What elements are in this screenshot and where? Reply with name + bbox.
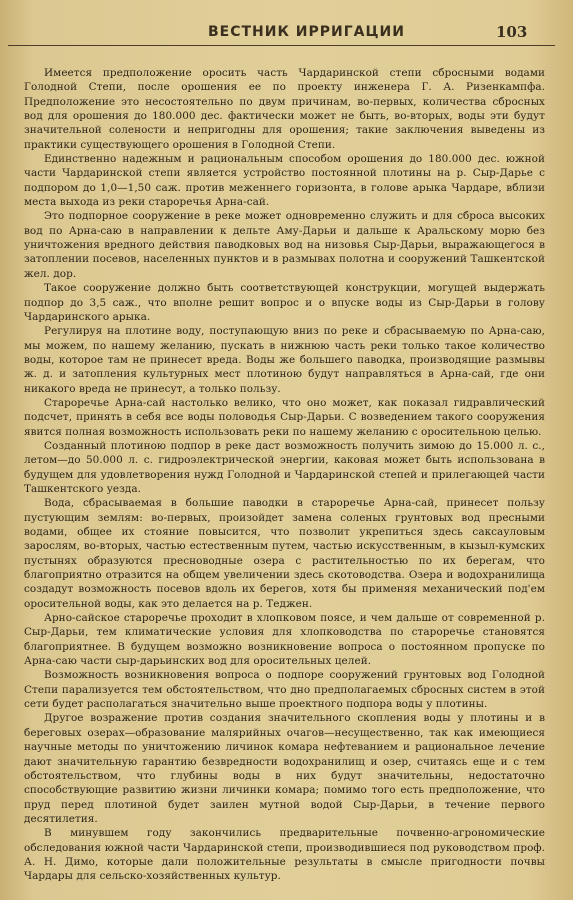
article-body — [24, 66, 545, 896]
header-rule — [8, 45, 555, 46]
page-number: 103 — [496, 23, 528, 41]
paragraph: Это подпорное сооружение в реке может одновременно служить и для сброса высоких вод по Арна-саю в направлении к дельте Аму-Дарьи и дальше к Аральскому морю без уничтожения вредного действия паводковых вод на низовья Сыр-Дарьи, выражающегося в затоплении посевов, населенных пунктов и в размывах полотна и сооружений Ташкентской жел. дор. — [24, 210, 545, 280]
paragraph: Возможность возникновения вопроса о подпоре сооружений грунтовых вод Голодной Степи парализуется тем обстоятельством, что дно предполагаемых сбросных систем в этой сети будет располагаться значительно выше проектного подпора воды у плотины. — [24, 669, 545, 711]
paragraph: В минувшем году закончились предварительные почвенно-агрономические обследования южной части Чардаринской степи, производившиеся под руководством проф. А. Н. Димо, которые дали положительные результаты в смысле пригодности почвы Чардары для сельско-хозяйственных культур. — [24, 827, 545, 883]
page-header — [0, 20, 573, 46]
running-title: ВЕСТНИК ИРРИГАЦИИ — [208, 24, 405, 40]
paragraph: Другое возражение против создания значительного скопления воды у плотины и в береговых озерах—образование малярийных очагов—несущественно, так как имеющиеся научные методы по уничтожению личинок комара нефтеванием и рациональное лечение дают значительную гарантию безвредности водохранилищ и озер, считаясь еще и с тем обстоятельством, что глубины воды в них будут значительны, недостаточно способствующие развитию жизни личинки комара; помимо того есть предположение, что пруд перед плотиной будет заилен мутной водой Сыр-Дарьи, в течение первого десятилетия. — [24, 712, 545, 825]
paragraph: Вода, сбрасываемая в большие паводки в староречье Арна-сай, принесет пользу пустующим землям: во-первых, произойдет замена соленых грунтовых вод пресными водами, общее их стояние повысится, что позволит укрепиться здесь саксауловым зарослям, во-вторых, частью естественным путем, частью искусственным, в кызыл-кумских пустынях образуются пресноводные озера с растительностью по их берегам, что благоприятно отразится на общем увеличении здесь скотоводства. Озера и водохранилища создадут возможность посевов вдоль их берегов, хотя бы применяя механический под'ем оросительной воды, как это делается на р. Теджен. — [24, 497, 545, 610]
paragraph: Имеется предположение оросить часть Чардаринской степи сбросными водами Голодной Степи, после орошения ее по проекту инженера Г. А. Ризенкампфа. Предположение это несостоятельно по двум причинам, во-первых, количества сбросных вод для орошения до 180.000 дес. фактически может не быть, во-вторых, воды эти будут значительной солености и непригодны для орошения; такие заключения выведены из практики существующего орошения в Голодной Степи. — [24, 67, 545, 151]
paragraph: Созданный плотиною подпор в реке даст возможность получить зимою до 15.000 л. с., летом—до 50.000 л. с. гидроэлектрической энергии, каковая может быть использована в будущем для удовлетворения нужд Голодной и Чардаринской степей и прилегающей части Ташкентского уезда. — [24, 439, 545, 495]
paragraph: Единственно надежным и рациональным способом орошения до 180.000 дес. южной части Чардаринской степи является устройство постоянной плотины на р. Сыр-Дарье с подпором до 1,0—1,50 саж. против меженнего горизонта, в голове арыка Чардаре, вблизи места выхода из реки староречья Арна-сай. — [24, 153, 545, 209]
paragraph: Такое сооружение должно быть соответствующей конструкции, могущей выдержать подпор до 3,5 саж., что вполне решит вопрос и о впуске воды из Сыр-Дарьи в голову Чардаринского арыка. — [24, 282, 545, 323]
paragraph: Арно-сайское староречье проходит в хлопковом поясе, и чем дальше от современной р. Сыр-Дарьи, тем климатические условия для хлопководства по староречье становятся благоприятнее. В будущем возможно возникновение вопроса о постоянном пропуске по Арна-саю части сыр-дарьинских вод для оросительных целей. — [24, 612, 545, 668]
paragraph: Регулируя на плотине воду, поступающую вниз по реке и сбрасываемую по Арна-саю, мы можем, по нашему желанию, пускать в нижнюю часть реки только такое количество воды, которое там не принесет вреда. Воды же большего паводка, производящие размывы ж. д. и затопления культурных мест плотиною будут направляться в Арна-сай, где они никакого вреда не принесут, а только пользу. — [24, 325, 545, 395]
paragraph: Староречье Арна-сай настолько велико, что оно может, как показал гидравлический подсчет, принять в себя все воды половодья Сыр-Дарьи. С возведением такого сооружения явится полная возможность использовать реки по нашему желанию с оросительною целью. — [24, 396, 545, 438]
